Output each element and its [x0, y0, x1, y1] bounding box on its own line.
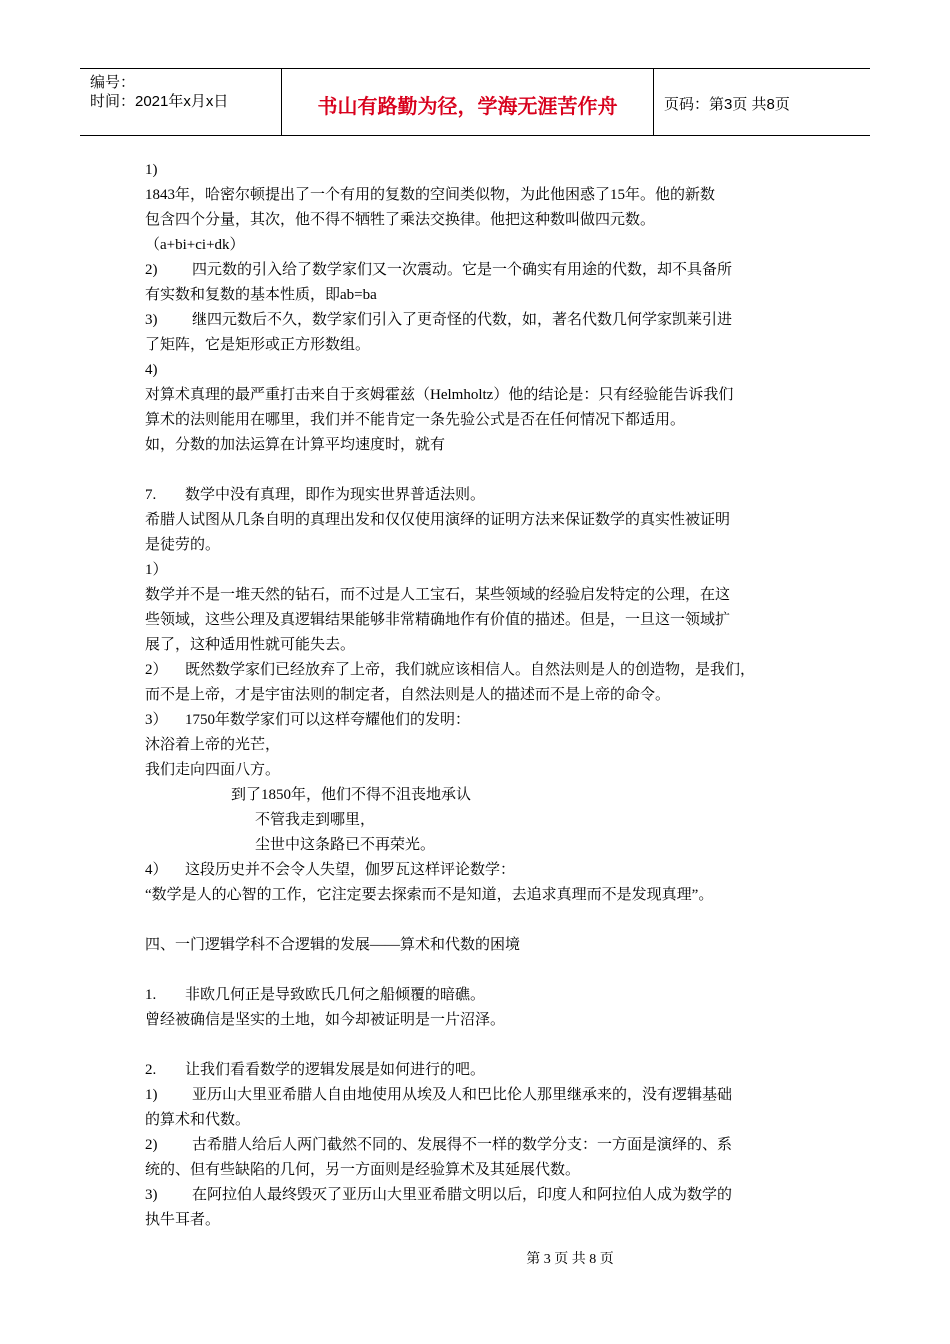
text-span: 1750年数学家们可以这样夸耀他们的发明： — [185, 712, 471, 728]
text-line: 1843年，哈密尔顿提出了一个有用的复数的空间类似物，为此他困惑了15年。他的新数 — [145, 187, 716, 203]
text-line: 对算术真理的最严重打击来自于亥姆霍兹（Helmholtz）他的结论是：只有经验能告诉我们 — [145, 387, 734, 403]
text-span: 既然数学家们已经放弃了上帝，我们就应该相信人。自然法则是人的创造物，是我们， — [185, 662, 756, 678]
item-marker: 1) — [145, 1087, 158, 1103]
text-span: 在阿拉伯人最终毁灭了亚历山大里亚希腊文明以后，印度人和阿拉伯人成为数学的 — [192, 1187, 733, 1203]
text-line: 的算术和代数。 — [145, 1112, 251, 1128]
poem-line: 尘世中这条路已不再荣光。 — [255, 837, 436, 853]
document-body — [145, 158, 815, 1233]
text-span: 古希腊人给后人两门截然不同的、发展得不一样的数学分支：一方面是演绎的、系 — [192, 1137, 733, 1153]
text-line: 如，分数的加法运算在计算平均速度时，就有 — [145, 437, 446, 453]
text-line — [145, 708, 815, 733]
text-line: 而不是上帝，才是宇宙法则的制定者，自然法则是人的描述而不是上帝的命令。 — [145, 687, 671, 703]
text-span: 四元数的引入给了数学家们又一次震动。它是一个确实有用途的代数，却不具备所 — [192, 262, 733, 278]
item-marker: 2. — [145, 1062, 157, 1078]
text-line — [145, 258, 815, 283]
text-line: 曾经被确信是坚实的土地，如今却被证明是一片沼泽。 — [145, 1012, 506, 1028]
text-line: 执牛耳者。 — [145, 1212, 221, 1228]
section-heading — [145, 483, 815, 508]
item-marker: 1. — [145, 987, 157, 1003]
item-marker: 4） — [145, 862, 168, 878]
text-span: 非欧几何正是导致欧氏几何之船倾覆的暗礁。 — [185, 987, 486, 1003]
text-line: 希腊人试图从几条自明的真理出发和仅仅使用演绎的证明方法来保证数学的真实性被证明 — [145, 512, 731, 528]
time-label: 时间：2021年x月x日 — [90, 93, 229, 110]
text-span: 数学中没有真理，即作为现实世界普适法则。 — [185, 487, 486, 503]
chapter-heading: 四、一门逻辑学科不合逻辑的发展——算术和代数的困境 — [145, 937, 521, 953]
text-line: 包含四个分量，其次，他不得不牺牲了乘法交换律。他把这种数叫做四元数。 — [145, 212, 656, 228]
text-span: 这段历史并不会令人失望，伽罗瓦这样评论数学： — [185, 862, 516, 878]
text-span: 继四元数后不久，数学家们引入了更奇怪的代数，如，著名代数几何学家凯莱引进 — [192, 312, 733, 328]
item-marker: 3) — [145, 312, 158, 328]
header-page-info: 页码：第3页 共8页 — [664, 95, 790, 113]
text-line — [145, 1133, 815, 1158]
page-footer: 第 3 页 共 8 页 — [526, 1252, 614, 1267]
text-line: 些领域，这些公理及真逻辑结果能够非常精确地作有价值的描述。但是，一旦这一领域扩 — [145, 612, 731, 628]
item-marker: 3） — [145, 712, 168, 728]
page-header — [80, 68, 870, 136]
text-line: 了矩阵，它是矩形或正方形数组。 — [145, 337, 371, 353]
item-marker: 3) — [145, 1187, 158, 1203]
text-line: 4) — [145, 362, 158, 378]
header-meta — [80, 69, 282, 135]
item-marker: 7. — [145, 487, 157, 503]
text-line: 展了，这种适用性就可能失去。 — [145, 637, 356, 653]
text-line — [145, 308, 815, 333]
item-marker: 2) — [145, 1137, 158, 1153]
poem-line: 不管我走到哪里， — [255, 812, 376, 828]
text-line: 数学并不是一堆天然的钻石，而不过是人工宝石，某些领域的经验启发特定的公理，在这 — [145, 587, 731, 603]
item-marker: 2） — [145, 662, 168, 678]
poem-line: 到了1850年，他们不得不沮丧地承认 — [231, 787, 472, 803]
text-span: 让我们看看数学的逻辑发展是如何进行的吧。 — [185, 1062, 486, 1078]
text-line: 有实数和复数的基本性质，即ab=ba — [145, 287, 377, 303]
text-line: 1) — [145, 162, 158, 178]
number-label: 编号： — [90, 74, 136, 91]
item-marker: 2) — [145, 262, 158, 278]
text-line: 是徒劳的。 — [145, 537, 221, 553]
text-line: 统的、但有些缺陷的几何，另一方面则是经验算术及其延展代数。 — [145, 1162, 581, 1178]
header-motto: 书山有路勤为径，学海无涯苦作舟 — [282, 69, 654, 135]
text-line — [145, 1183, 815, 1208]
text-line: 1） — [145, 562, 168, 578]
text-line — [145, 1083, 815, 1108]
text-line: 我们走向四面八方。 — [145, 762, 281, 778]
section-heading — [145, 983, 815, 1008]
text-line — [145, 858, 815, 883]
text-span: 亚历山大里亚希腊人自由地使用从埃及人和巴比伦人那里继承来的，没有逻辑基础 — [192, 1087, 733, 1103]
section-heading — [145, 1058, 815, 1083]
text-line: 算术的法则能用在哪里，我们并不能肯定一条先验公式是否在任何情况下都适用。 — [145, 412, 686, 428]
quote-line: “数学是人的心智的工作，它注定要去探索而不是知道，去追求真理而不是发现真理”。 — [145, 887, 714, 903]
text-line: （a+bi+ci+dk） — [145, 237, 245, 253]
text-line: 沐浴着上帝的光芒， — [145, 737, 281, 753]
text-line — [145, 658, 815, 683]
